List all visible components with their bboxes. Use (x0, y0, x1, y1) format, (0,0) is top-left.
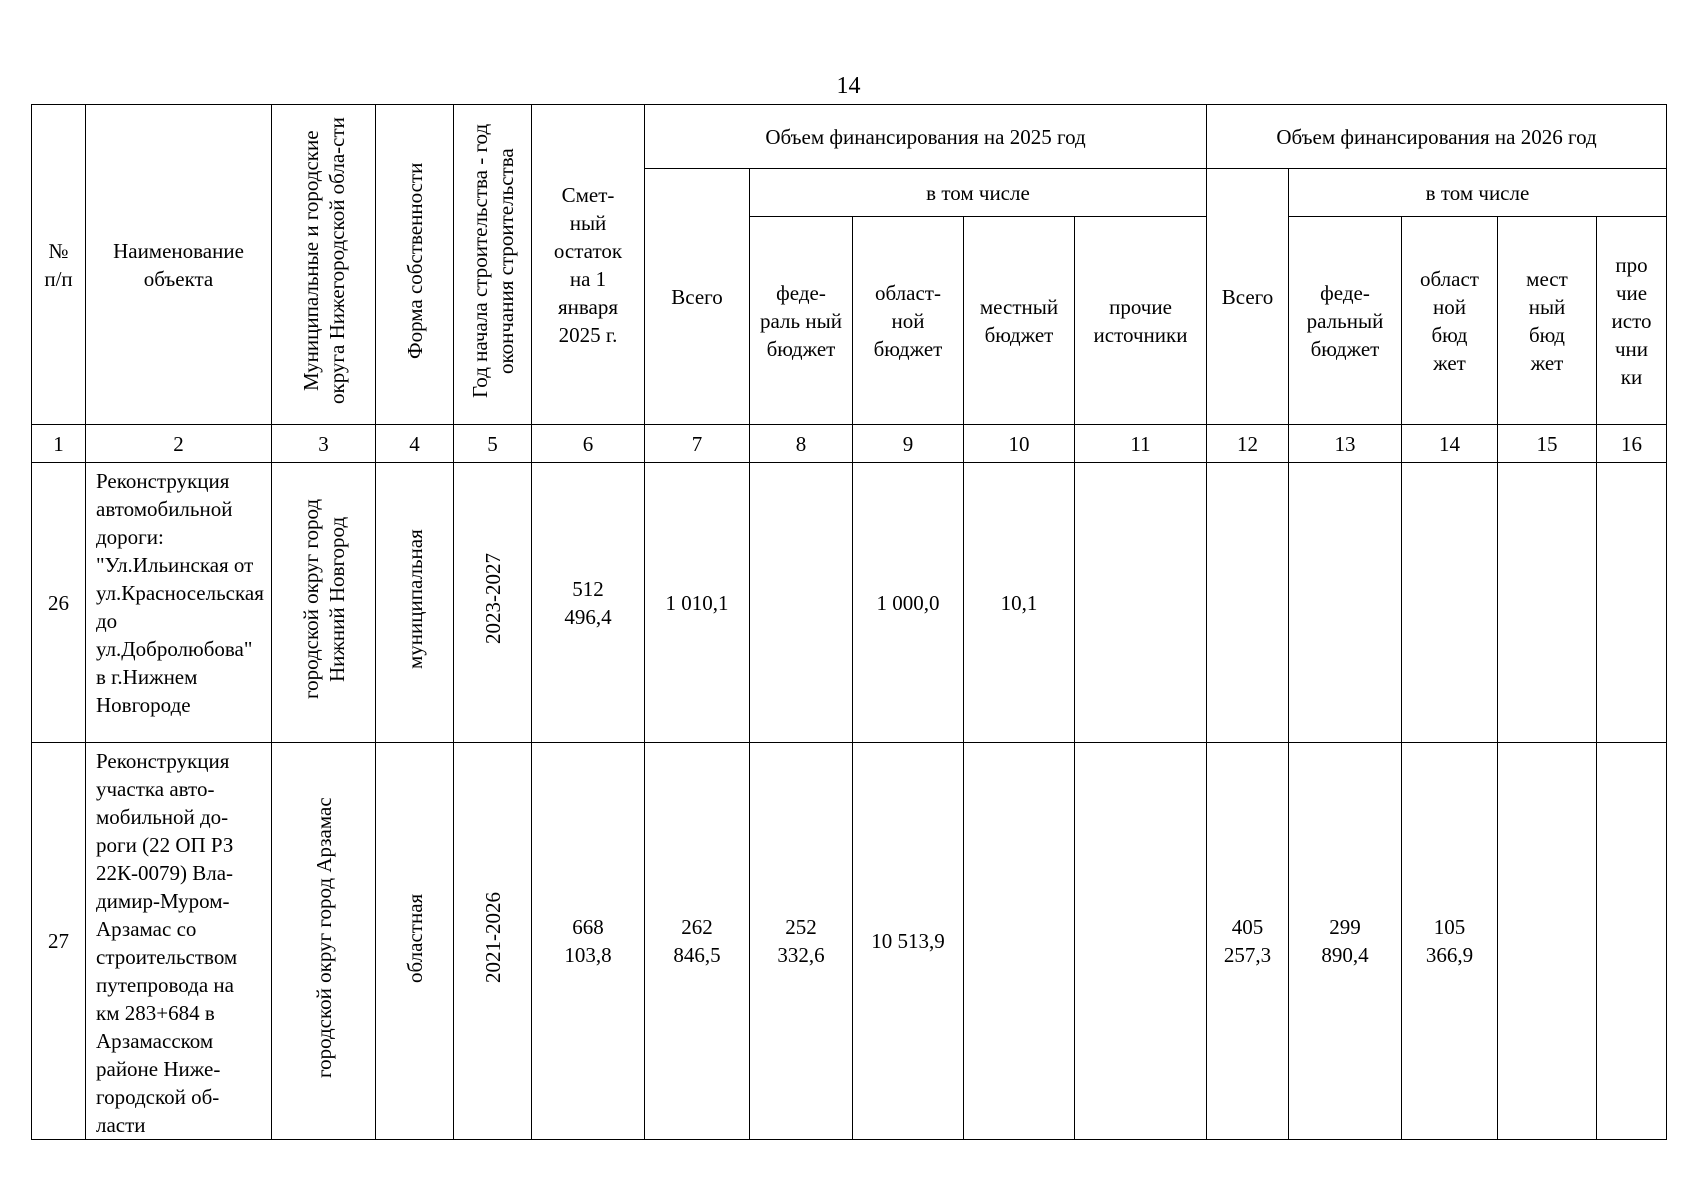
column-number: 6 (532, 425, 645, 463)
years-text: 2021-2026 (480, 892, 505, 983)
header-group-2025: Объем финансирования на 2025 год (645, 105, 1207, 169)
row-number: 27 (32, 743, 86, 1140)
column-number: 10 (964, 425, 1075, 463)
page-number: 14 (836, 73, 861, 99)
header-oth-2025: прочие источники (1075, 217, 1207, 425)
column-number: 7 (645, 425, 750, 463)
loc-2025: 10,1 (964, 463, 1075, 743)
fed-2025 (750, 463, 853, 743)
header-ownership (376, 105, 454, 425)
object-name: Реконструкция автомобильной дороги: "Ул.Ильинская от ул.Красносельская до ул.Добролюбова" в г.Нижнем Новгороде (86, 463, 272, 743)
column-number: 14 (1402, 425, 1498, 463)
header-fed-2026: феде-ральный бюджет (1289, 217, 1402, 425)
header-reg-2026: област ной бюд жет (1402, 217, 1498, 425)
header-oth-2026: про чие исто чни ки (1597, 217, 1667, 425)
header-incl-2025: в том числе (750, 169, 1207, 217)
district-text: городской округ город Нижний Новгород (298, 498, 349, 700)
oth-2025 (1075, 743, 1207, 1140)
header-group-2026: Объем финансирования на 2026 год (1207, 105, 1667, 169)
total-2026: 405 257,3 (1207, 743, 1289, 1140)
fed-2026 (1289, 463, 1402, 743)
header-fed-2025: феде-раль ный бюджет (750, 217, 853, 425)
district-text: городской округ город Арзамас (311, 797, 336, 1078)
oth-2025 (1075, 463, 1207, 743)
header-number: № п/п (32, 105, 86, 425)
ownership-text: муниципальная (402, 529, 427, 669)
reg-2026 (1402, 463, 1498, 743)
column-number: 11 (1075, 425, 1207, 463)
column-number: 16 (1597, 425, 1667, 463)
header-reg-2025: област-ной бюджет (853, 217, 964, 425)
years (454, 743, 532, 1140)
fed-2025: 252 332,6 (750, 743, 853, 1140)
header-balance: Смет-ный остаток на 1 января 2025 г. (532, 105, 645, 425)
oth-2026 (1597, 743, 1667, 1140)
district (272, 743, 376, 1140)
ownership (376, 743, 454, 1140)
loc-2026 (1498, 463, 1597, 743)
column-number: 8 (750, 425, 853, 463)
loc-2026 (1498, 743, 1597, 1140)
column-number: 13 (1289, 425, 1402, 463)
fed-2026: 299 890,4 (1289, 743, 1402, 1140)
header-loc-2026: мест ный бюд жет (1498, 217, 1597, 425)
column-numbers-row (32, 425, 1667, 463)
financing-table (31, 104, 1667, 1140)
column-number: 15 (1498, 425, 1597, 463)
column-number: 4 (376, 425, 454, 463)
table-row (32, 463, 1667, 743)
table-row (32, 743, 1667, 1140)
header-years-text: Год начала строительства - год окончания строительства (467, 123, 518, 399)
reg-2025: 1 000,0 (853, 463, 964, 743)
total-2025: 262 846,5 (645, 743, 750, 1140)
row-number: 26 (32, 463, 86, 743)
reg-2026: 105 366,9 (1402, 743, 1498, 1140)
column-number: 5 (454, 425, 532, 463)
column-number: 9 (853, 425, 964, 463)
ownership-text: областная (402, 892, 427, 983)
column-number: 1 (32, 425, 86, 463)
header-total-2026: Всего (1207, 169, 1289, 425)
total-2026 (1207, 463, 1289, 743)
header-years (454, 105, 532, 425)
years (454, 463, 532, 743)
oth-2026 (1597, 463, 1667, 743)
reg-2025: 10 513,9 (853, 743, 964, 1140)
column-number: 12 (1207, 425, 1289, 463)
district (272, 463, 376, 743)
object-name: Реконструкция участка авто-мобильной до-роги (22 ОП РЗ 22К-0079) Вла-димир-Муром-Арзамас со строительством путепровода на км 283+684 в Арзамасском районе Ниже-городской об-ласти (86, 743, 272, 1140)
header-district-text: Муниципальные и городские округа Нижегородской обла-сти (298, 117, 349, 405)
loc-2025 (964, 743, 1075, 1140)
column-number: 2 (86, 425, 272, 463)
header-incl-2026: в том числе (1289, 169, 1667, 217)
column-number: 3 (272, 425, 376, 463)
years-text: 2023-2027 (480, 553, 505, 645)
header-loc-2025: местный бюджет (964, 217, 1075, 425)
balance: 512 496,4 (532, 463, 645, 743)
header-district (272, 105, 376, 425)
header-object-name: Наименование объекта (86, 105, 272, 425)
header-total-2025: Всего (645, 169, 750, 425)
balance: 668 103,8 (532, 743, 645, 1140)
total-2025: 1 010,1 (645, 463, 750, 743)
header-ownership-text: Форма собственности (402, 162, 427, 360)
ownership (376, 463, 454, 743)
